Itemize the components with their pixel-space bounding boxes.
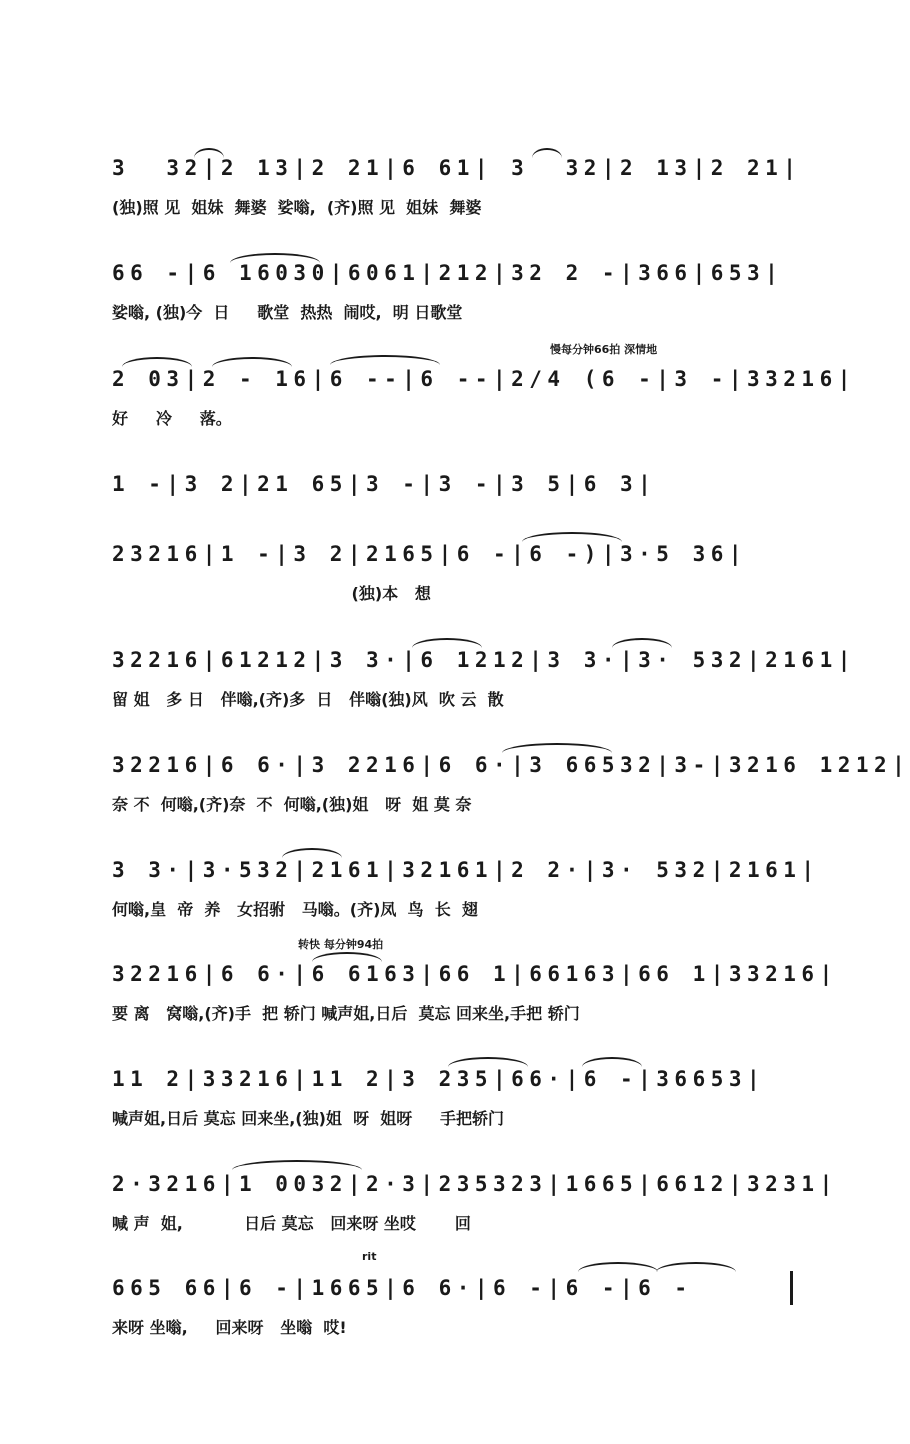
lyrics-line: 喊声姐,日后 莫忘 回来坐,(独)姐 呀 姐呀 手把轿门 bbox=[112, 1109, 505, 1128]
lyrics-line: 来呀 坐嗡, 回来呀 坐嗡 哎! bbox=[112, 1318, 347, 1337]
score-system-10 bbox=[112, 1061, 797, 1156]
lyrics-line: 要 离 窝嗡,(齐)手 把 轿门 喊声姐,日后 莫忘 回来坐,手把 轿门 bbox=[112, 1004, 580, 1023]
jianpu-notes: 32216|61212|3 3·|6 1212|3 3·|3· 532|2161| bbox=[112, 648, 856, 672]
lyrics-line: 留 姐 多 日 伴嗡,(齐)多 日 伴嗡(独)风 吹 云 散 bbox=[112, 690, 504, 709]
lyrics-line: (独)本 想 bbox=[112, 584, 431, 603]
lyrics-line: 娑嗡, (独)今 日 歌堂 热热 闹哎, 明 日歌堂 bbox=[112, 303, 463, 322]
score-system-12 bbox=[112, 1250, 797, 1365]
tempo-marking: rit bbox=[362, 1250, 377, 1263]
jianpu-notes: 23216|1 -|3 2|2165|6 -|6 -)|3·5 36| bbox=[112, 542, 748, 566]
jianpu-notes: 2 03|2 - 16|6 --|6 --|2/4 (6 -|3 -|33216| bbox=[112, 367, 856, 391]
lyrics-line: (独)照 见 姐妹 舞婆 娑嗡, (齐)照 见 姐妹 舞婆 bbox=[112, 198, 482, 217]
tempo-marking: 慢每分钟66拍 深情地 bbox=[550, 343, 658, 356]
score-system-2 bbox=[112, 255, 797, 350]
score-system-11 bbox=[112, 1166, 838, 1261]
jianpu-notes: 3 3·|3·532|2161|32161|2 2·|3· 532|2161| bbox=[112, 858, 820, 882]
score-system-6 bbox=[112, 642, 856, 737]
lyrics-line: 好 冷 落。 bbox=[112, 409, 232, 428]
jianpu-notes: 32216|6 6·|3 2216|6 6·|3 66532|3-|3216 1212| bbox=[112, 753, 910, 777]
tempo-marking: 转快 每分钟94拍 bbox=[298, 938, 384, 951]
lyrics-line bbox=[112, 510, 797, 538]
jianpu-notes: 1 -|3 2|21 65|3 -|3 -|3 5|6 3| bbox=[112, 472, 657, 496]
jianpu-notes: 2·3216|1 0032|2·3|235323|1665|6612|3231| bbox=[112, 1172, 838, 1196]
score-system-9 bbox=[112, 938, 838, 1051]
jianpu-notes: 665 66|6 -|1665|6 6·|6 -|6 -|6 - bbox=[112, 1276, 693, 1300]
score-system-7 bbox=[112, 747, 910, 842]
score-system-8 bbox=[112, 852, 820, 947]
lyrics-line: 奈 不 何嗡,(齐)奈 不 何嗡,(独)姐 呀 姐 莫 奈 bbox=[112, 795, 472, 814]
final-barline bbox=[790, 1271, 793, 1305]
lyrics-line: 喊 声 姐, 日后 莫忘 回来呀 坐哎 回 bbox=[112, 1214, 471, 1233]
score-system-1 bbox=[112, 150, 802, 245]
score-system-3 bbox=[112, 343, 856, 456]
lyrics-line: 何嗡,皇 帝 养 女招驸 马嗡。(齐)凤 鸟 长 翅 bbox=[112, 900, 478, 919]
jianpu-notes: 66 -|6 16030|6061|212|32 2 -|366|653| bbox=[112, 261, 784, 285]
jianpu-notes: 3 32|2 13|2 21|6 61| 3 32|2 13|2 21| bbox=[112, 156, 802, 180]
jianpu-notes: 32216|6 6·|6 6163|66 1|66163|66 1|33216| bbox=[112, 962, 838, 986]
jianpu-notes: 11 2|33216|11 2|3 235|66·|6 -|36653| bbox=[112, 1067, 766, 1091]
score-system-5 bbox=[112, 536, 797, 631]
